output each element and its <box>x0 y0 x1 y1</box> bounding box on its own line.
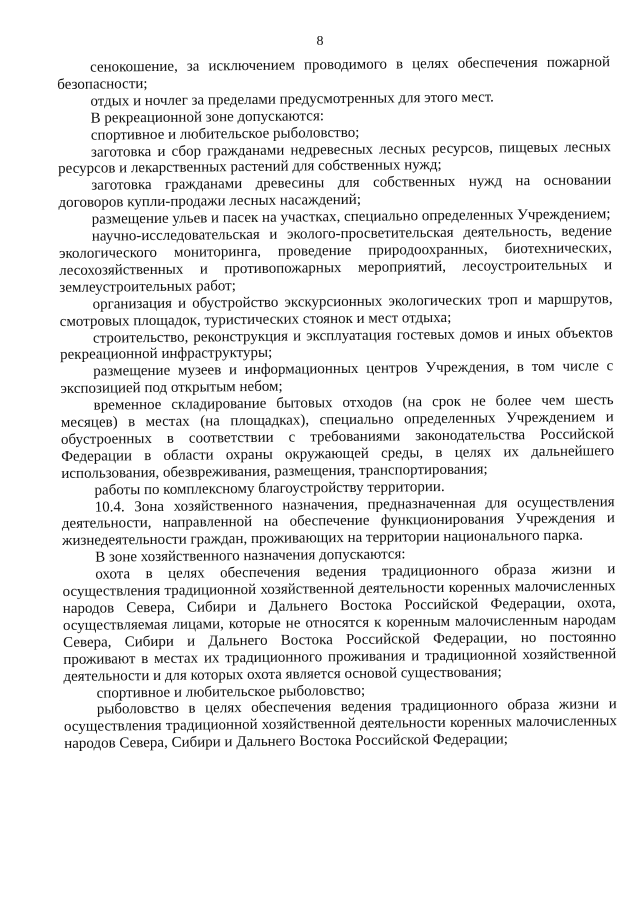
paragraph: охота в целях обеспечения ведения традиционного образа жизни и осуществления традиционной хозяйственной деятельности коренных малочисленных народов Севера, Сибири и Дальнего Востока Российской Федерации, охота, осуществляемая лицами, которые не относятся к коренным малочисленным народам Севера, Сибири и Дальнего Востока Российской Федерации, но постоянно проживают в местах их традиционного проживания и традиционной хозяйственной деятельности и для которых охота является основой существования; <box>62 561 617 685</box>
paragraph: отдых и ночлег за пределами предусмотренных для этого мест. <box>90 89 494 110</box>
paragraph: строительство, реконструкция и эксплуатация гостевых домов и иных объектов рекреационной инфраструктуры; <box>60 324 613 364</box>
paragraph: работы по комплексному благоустройству территории. <box>94 478 445 499</box>
document-body <box>57 54 617 753</box>
paragraph: сенокошение, за исключением проводимого в целях обеспечения пожарной безопасности; <box>57 54 611 93</box>
paragraph: спортивное и любительское рыболовство; <box>96 682 366 702</box>
section-paragraph: 10.4. Зона хозяйственного назначения, предназначенная для осуществления деятельности, направленной на обеспечение функционирования Учреждения и жизнедеятельности граждан, проживающих на территории национального парка. <box>61 493 615 550</box>
paragraph: размещение ульев и пасек на участках, специально определенных Учреждением; <box>91 206 611 228</box>
paragraph: научно-исследовательская и эколого-просветительская деятельность, ведение экологического мониторинга, проведение природоохранных, биотехнических, лесохозяйственных и противопожарных мероприятий, лесоустроительных и землеустроительных работ; <box>58 223 613 296</box>
paragraph: В рекреационной зоне допускаются: <box>90 107 325 127</box>
paragraph: спортивное и любительское рыболовство; <box>90 124 360 144</box>
paragraph: организация и обустройство экскурсионных экологических троп и маршрутов, смотровых площадок, туристических стоянок и мест отдыха; <box>59 290 613 330</box>
page-number: 8 <box>316 34 324 49</box>
paragraph: заготовка и сбор гражданами недревесных лесных ресурсов, пищевых лесных ресурсов и лекарственных растений для собственных нужд; <box>58 138 612 178</box>
paragraph: временное складирование бытовых отходов (на срок не более чем шесть месяцев) в местах (на площадках), специально определенных Учреждением и обустроенных в соответствии с требованиями законодательства Российской Федерации в области охраны окружающей среды, в целях их дальнейшего использования, обезвреживания, размещения, транспортирования; <box>60 392 615 482</box>
paragraph: рыболовство в целях обеспечения ведения традиционного образа жизни и осуществления традиционной хозяйственной деятельности коренных малочисленных народов Севера, Сибири и Дальнего Востока Российской Федерации; <box>63 696 618 753</box>
paragraph: размещение музеев и информационных центров Учреждения, в том числе с экспозицией под открытым небом; <box>60 358 614 398</box>
paragraph: заготовка гражданами древесины для собственных нужд на основании договоров купли-продажи лесных насаждений; <box>58 172 612 212</box>
paragraph: В зоне хозяйственного назначения допускаются: <box>95 546 406 566</box>
